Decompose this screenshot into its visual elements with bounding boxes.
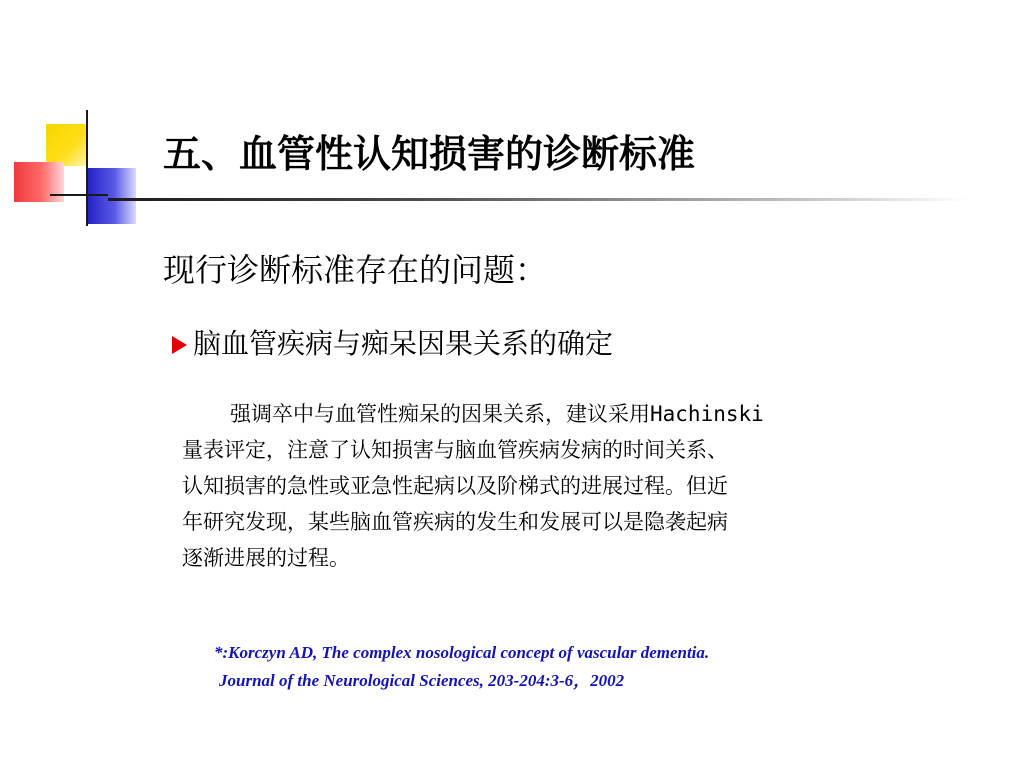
- arrow-bullet-icon: [172, 336, 187, 354]
- body-line: 量表评定，注意了认知损害与脑血管疾病发病的时间关系、: [182, 438, 728, 462]
- body-line: 逐渐进展的过程。: [182, 546, 350, 570]
- citation: [214, 639, 709, 695]
- body-paragraph: [182, 396, 872, 576]
- body-line: 年研究发现，某些脑血管疾病的发生和发展可以是隐袭起病: [182, 510, 728, 534]
- body-line: 认知损害的急性或亚急性起病以及阶梯式的进展过程。但近: [182, 474, 728, 498]
- decorative-yellow-square: [46, 124, 86, 166]
- decorative-horizontal-line: [50, 194, 108, 196]
- bullet-point: [172, 326, 613, 362]
- decorative-red-square: [14, 162, 64, 202]
- body-line: 强调卒中与血管性痴呆的因果关系，建议采用Hachinski: [230, 402, 764, 426]
- title-underline-rule: [108, 198, 968, 201]
- decorative-vertical-line: [86, 110, 88, 226]
- bullet-text: 脑血管疾病与痴呆因果关系的确定: [193, 327, 614, 360]
- citation-line-1: *:Korczyn AD, The complex nosological concept of vascular dementia.: [214, 643, 710, 662]
- decorative-blue-square: [88, 168, 136, 224]
- section-subtitle: 现行诊断标准存在的问题：: [163, 251, 548, 289]
- slide-title: 五、血管性认知损害的诊断标准: [163, 131, 696, 176]
- citation-line-2: Journal of the Neurological Sciences, 203-204:3-6，2002: [219, 671, 625, 690]
